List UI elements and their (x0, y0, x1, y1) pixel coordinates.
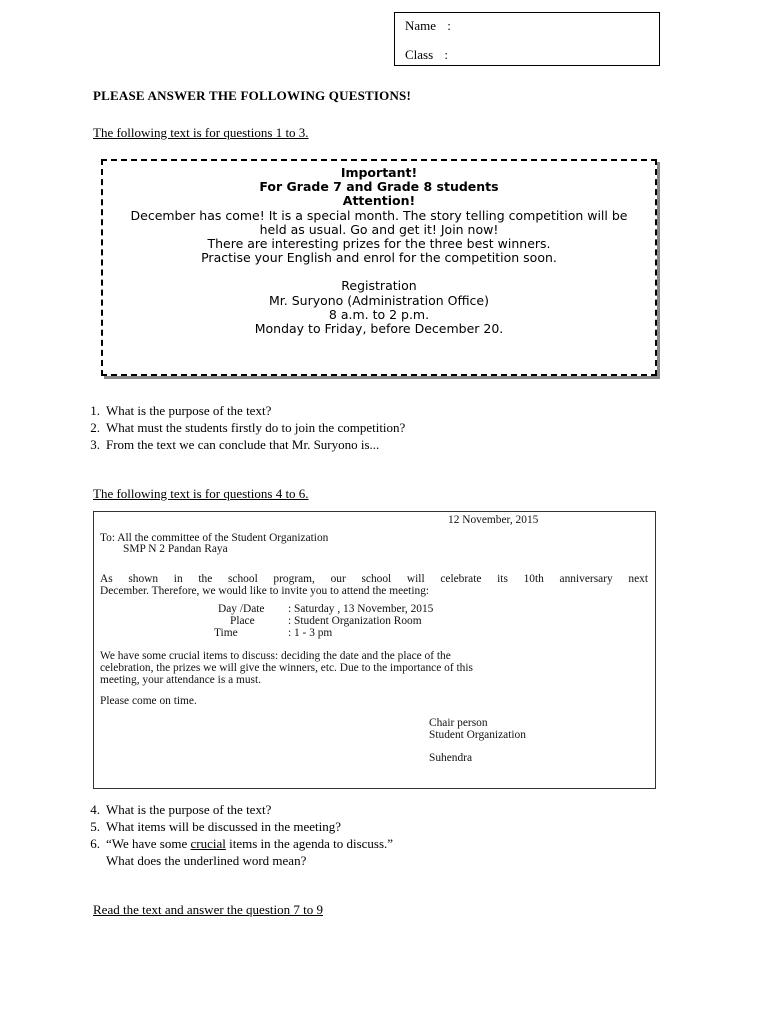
announcement-line: There are interesting prizes for the three best winners. (207, 236, 551, 252)
announcement-line: Practise your English and enrol for the competition soon. (201, 250, 557, 266)
letter-closing: Please come on time. (100, 695, 197, 707)
announcement-line: Monday to Friday, before December 20. (254, 321, 504, 337)
letter-detail-label: Time (214, 627, 238, 639)
announcement-line: 8 a.m. to 2 p.m. (328, 306, 430, 322)
question-text: What does the underlined word mean? (106, 853, 307, 868)
announcement-line: Mr. Suryono (Administration Office) (269, 292, 489, 308)
letter-detail-label: Day /Date (218, 603, 265, 615)
question-item-continuation (80, 852, 640, 869)
class-label: Class (405, 47, 434, 62)
question-text (106, 835, 393, 852)
class-colon: : (444, 47, 449, 62)
section-3-intro: Read the text and answer the question 7 to 9 (93, 902, 323, 917)
letter-paragraph-line: December. Therefore, we would like to invite you to attend the meeting: (100, 585, 430, 597)
question-number: 6. (90, 836, 100, 851)
letter-paragraph-line: meeting, your attendance is a must. (100, 674, 262, 686)
letter-image (93, 511, 656, 789)
question-number: 2. (90, 420, 100, 435)
question-text: From the text we can conclude that Mr. Suryono is... (106, 437, 380, 452)
question-item (80, 419, 640, 436)
name-class-box (394, 12, 660, 66)
question-list-2 (80, 801, 640, 869)
letter-detail-label: Place (230, 615, 255, 627)
question-number: 4. (90, 802, 100, 817)
question-number: 5. (90, 819, 100, 834)
page-title: PLEASE ANSWER THE FOLLOWING QUESTIONS! (93, 88, 411, 103)
letter-detail-value: : Student Organization Room (288, 615, 422, 627)
question-text-part: “We have some (106, 836, 191, 851)
letter-to: To: All the committee of the Student Organization (100, 532, 329, 544)
underlined-word: crucial (190, 836, 226, 851)
name-colon: : (447, 18, 451, 33)
question-item (80, 818, 640, 835)
question-item (80, 402, 640, 419)
announcement-line: Registration (341, 278, 417, 294)
announcement-line: Important! (340, 165, 418, 180)
question-number: 3. (90, 437, 100, 452)
question-text: What is the purpose of the text? (106, 802, 272, 817)
letter-signature-line: Chair person (429, 717, 488, 729)
letter-paragraph-line: As shown in the school program, our school will celebrate its 10th anniversary next (100, 573, 648, 585)
question-text: What is the purpose of the text? (106, 403, 272, 418)
question-text-part: items in the agenda to discuss.” (225, 836, 394, 851)
question-list-1 (80, 402, 640, 453)
letter-detail-value: : Saturday , 13 November, 2015 (288, 603, 434, 615)
question-item (80, 801, 640, 818)
letter-date: 12 November, 2015 (448, 514, 539, 526)
class-row (405, 47, 448, 63)
letter-to: SMP N 2 Pandan Raya (123, 543, 228, 555)
question-number: 1. (90, 403, 100, 418)
name-label: Name (405, 18, 437, 33)
question-item (80, 436, 640, 453)
question-text: What must the students firstly do to join the competition? (106, 420, 406, 435)
letter-signature-name: Suhendra (429, 752, 473, 764)
announcement-line: December has come! It is a special month. The story telling competition will be (130, 207, 628, 223)
section-1-intro: The following text is for questions 1 to 3. (93, 125, 309, 140)
letter-paragraph-line: We have some crucial items to discuss: deciding the date and the place of the (100, 650, 451, 662)
letter-detail-value: : 1 - 3 pm (288, 627, 333, 639)
name-row (405, 18, 451, 34)
letter-paragraph-line: celebration, the prizes we will give the winners, etc. Due to the importance of this (100, 662, 473, 674)
announcement-line: Attention! (342, 193, 416, 209)
announcement-line: For Grade 7 and Grade 8 students (259, 179, 499, 195)
letter-signature-line: Student Organization (429, 729, 526, 741)
question-item (80, 835, 640, 852)
section-2-intro: The following text is for questions 4 to 6. (93, 486, 309, 501)
question-text: What items will be discussed in the meeting? (106, 819, 342, 834)
spacer (103, 265, 655, 279)
announcement-line: held as usual. Go and get it! Join now! (259, 221, 499, 237)
announcement-box (101, 159, 657, 376)
